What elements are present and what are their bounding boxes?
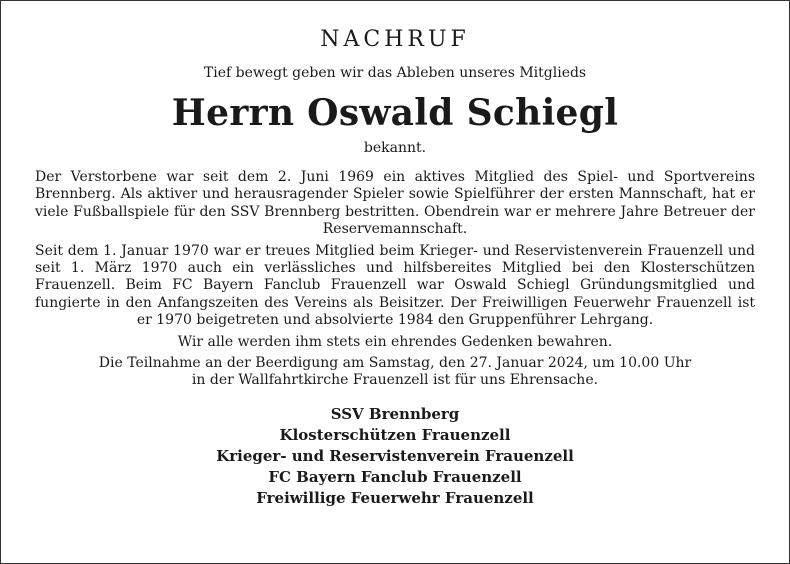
signer-ssv-brennberg: SSV Brennberg xyxy=(330,404,460,423)
signers-list xyxy=(35,404,755,509)
deceased-name: Herrn Oswald Schiegl xyxy=(171,92,619,134)
notice-heading: NACHRUF xyxy=(320,27,470,52)
signer-krieger-reservistenverein: Krieger- und Reservistenverein Frauenzell xyxy=(216,446,574,465)
funeral-info xyxy=(35,355,755,390)
signer-feuerwehr: Freiwillige Feuerwehr Frauenzell xyxy=(256,488,534,507)
funeral-info-line-1: Die Teilnahme an der Beerdigung am Samstag, den 27. Januar 2024, um 10.00 Uhr xyxy=(98,355,692,372)
remembrance-text: Wir alle werden ihm stets ein ehrendes Gedenken bewahren. xyxy=(177,333,613,350)
known-text: bekannt. xyxy=(363,140,427,156)
signer-fc-bayern-fanclub: FC Bayern Fanclub Frauenzell xyxy=(268,467,522,486)
signer-klosterschuetzen: Klosterschützen Frauenzell xyxy=(279,425,511,444)
biography-paragraph-2: Seit dem 1. Januar 1970 war er treues Mitglied beim Krieger- und Reservistenverein Frauenzell und seit 1. März 1970 auch ein verlässliches und hilfsbereites Mitglied bei den Klosterschützen Frauenzell. Beim FC Bayern Fanclub Frauenzell war Oswald Schiegl Gründungsmitglied und fungierte in den Anfangszeiten des Vereins als Beisitzer. Der Freiwilligen Feuerwehr Frauenzell ist er 1970 beigetreten und absolvierte 1984 den Gruppenführer Lehrgang. xyxy=(35,242,755,329)
funeral-info-line-2: in der Wallfahrtkirche Frauenzell ist für uns Ehrensache. xyxy=(191,372,599,389)
intro-text: Tief bewegt geben wir das Ableben unseres Mitglieds xyxy=(203,65,587,81)
biography-paragraph-1: Der Verstorbene war seit dem 2. Juni 1969 ein aktives Mitglied des Spiel- und Sportvereins Brennberg. Als aktiver und herausragender Spieler sowie Spielführer der ersten Mannschaft, hat er viele Fußballspiele für den SSV Brennberg bestritten. Obendrein war er mehrere Jahre Betreuer der Reservemannschaft. xyxy=(35,169,755,238)
